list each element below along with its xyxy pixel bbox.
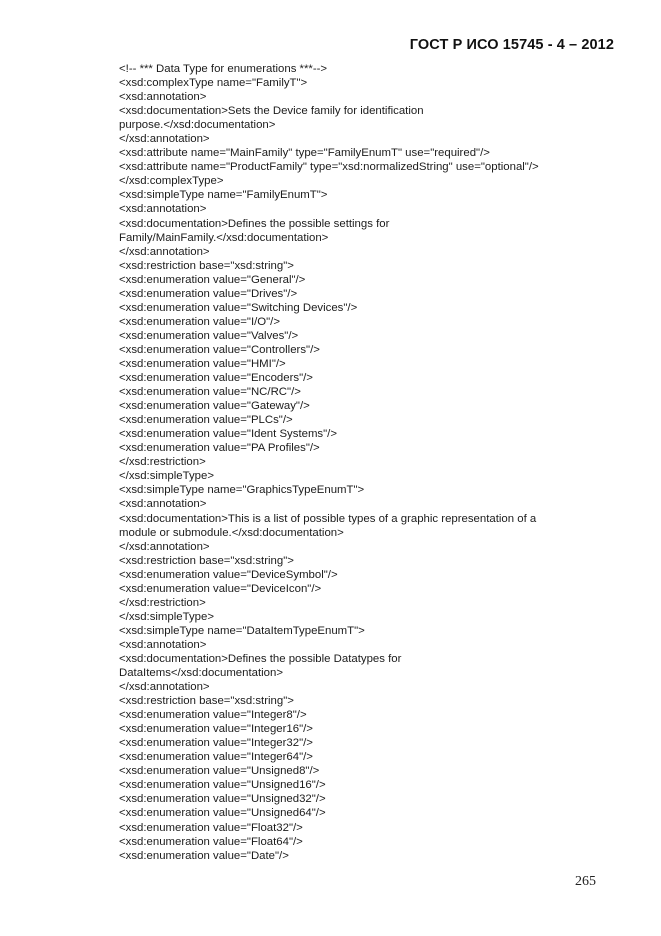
code-line: <xsd:enumeration value="NC/RC"/> <box>119 386 301 399</box>
code-line: <xsd:documentation>This is a list of possible types of a graphic representation of a <box>119 512 537 525</box>
code-line: </xsd:annotation> <box>119 133 210 146</box>
code-line: <xsd:enumeration value="DeviceSymbol"/> <box>119 568 338 581</box>
code-line: <xsd:enumeration value="I/O"/> <box>119 315 281 328</box>
code-line: </xsd:annotation> <box>119 245 210 258</box>
code-line: <xsd:enumeration value="Integer16"/> <box>119 723 313 736</box>
code-line: <xsd:simpleType name="DataItemTypeEnumT"> <box>119 624 365 637</box>
code-line: <xsd:simpleType name="GraphicsTypeEnumT"> <box>119 484 365 497</box>
code-line: <xsd:enumeration value="Drives"/> <box>119 287 298 300</box>
code-line: purpose.</xsd:documentation> <box>119 119 276 132</box>
code-line: <xsd:restriction base="xsd:string"> <box>119 259 294 272</box>
code-line: <xsd:enumeration value="Date"/> <box>119 849 289 862</box>
code-line: <xsd:enumeration value="Float32"/> <box>119 821 303 834</box>
code-line: <xsd:enumeration value="PA Profiles"/> <box>119 442 320 455</box>
code-line: <xsd:enumeration value="HMI"/> <box>119 357 286 370</box>
code-line: <xsd:attribute name="MainFamily" type="FamilyEnumT" use="required"/> <box>119 147 490 160</box>
code-line: <xsd:restriction base="xsd:string"> <box>119 554 294 567</box>
code-line: <xsd:attribute name="ProductFamily" type="xsd:normalizedString" use="optional"/> <box>119 161 539 174</box>
code-line: <xsd:annotation> <box>119 203 207 216</box>
code-line: <xsd:annotation> <box>119 498 207 511</box>
code-line: </xsd:simpleType> <box>119 470 214 483</box>
code-line: <xsd:enumeration value="Encoders"/> <box>119 372 313 385</box>
code-line: <xsd:enumeration value="Unsigned32"/> <box>119 793 326 806</box>
code-line: <xsd:enumeration value="Switching Devices"/> <box>119 301 358 314</box>
document-standard-header: ГОСТ Р ИСО 15745 - 4 – 2012 <box>409 37 614 53</box>
code-line: </xsd:simpleType> <box>119 610 214 623</box>
code-line: <xsd:annotation> <box>119 638 207 651</box>
xsd-code-listing <box>119 62 599 863</box>
code-line: Family/MainFamily.</xsd:documentation> <box>119 231 329 244</box>
code-line: <xsd:documentation>Sets the Device family for identification <box>119 105 424 118</box>
code-line: <xsd:enumeration value="Integer32"/> <box>119 737 313 750</box>
code-line: </xsd:restriction> <box>119 456 206 469</box>
code-line: </xsd:complexType> <box>119 175 224 188</box>
code-line: <xsd:enumeration value="Valves"/> <box>119 329 299 342</box>
code-line: <xsd:enumeration value="Ident Systems"/> <box>119 428 337 441</box>
code-line: <xsd:annotation> <box>119 91 207 104</box>
code-line: <xsd:enumeration value="Gateway"/> <box>119 400 310 413</box>
code-line: <xsd:complexType name="FamilyT"> <box>119 77 308 90</box>
code-line: <xsd:enumeration value="General"/> <box>119 273 306 286</box>
code-line: <xsd:enumeration value="DeviceIcon"/> <box>119 582 322 595</box>
code-line: <xsd:documentation>Defines the possible settings for <box>119 217 390 230</box>
code-line: <xsd:enumeration value="PLCs"/> <box>119 414 293 427</box>
code-line: </xsd:annotation> <box>119 681 210 694</box>
code-line: </xsd:restriction> <box>119 596 206 609</box>
code-line: module or submodule.</xsd:documentation> <box>119 526 344 539</box>
code-line: <xsd:enumeration value="Unsigned16"/> <box>119 779 326 792</box>
code-line: <xsd:enumeration value="Integer64"/> <box>119 751 313 764</box>
code-line: <xsd:enumeration value="Unsigned64"/> <box>119 807 326 820</box>
code-line: <xsd:enumeration value="Float64"/> <box>119 835 303 848</box>
code-line: </xsd:annotation> <box>119 540 210 553</box>
code-line: <xsd:restriction base="xsd:string"> <box>119 695 294 708</box>
code-line: <xsd:simpleType name="FamilyEnumT"> <box>119 189 328 202</box>
code-line: <xsd:enumeration value="Unsigned8"/> <box>119 765 320 778</box>
code-line: <xsd:enumeration value="Controllers"/> <box>119 343 320 356</box>
code-line: <xsd:documentation>Defines the possible Datatypes for <box>119 652 402 665</box>
code-line-comment: <!-- *** Data Type for enumerations ***--> <box>119 63 328 75</box>
code-line: <xsd:enumeration value="Integer8"/> <box>119 709 307 722</box>
page-number: 265 <box>575 874 596 889</box>
code-line: DataItems</xsd:documentation> <box>119 667 283 680</box>
